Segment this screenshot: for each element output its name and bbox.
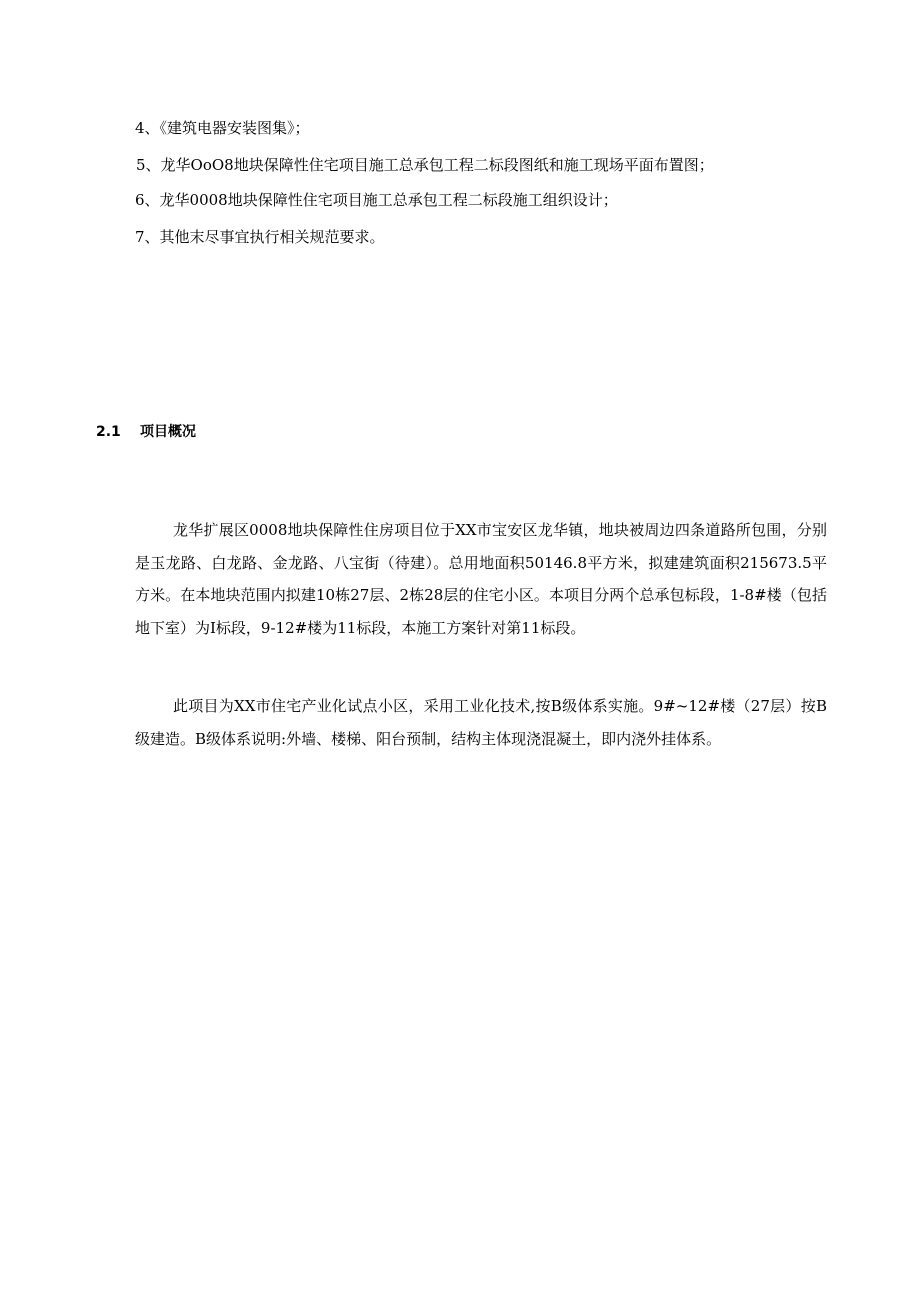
reference-item-4: 4、《建筑电器安装图集》； [135,119,310,137]
industrialization-paragraph: 此项目为XX市住宅产业化试点小区，采用工业化技术,按B级体系实施。9#~12#楼（27层）按B级建造。B级体系说明:外墙、楼梯、阳台预制，结构主体现浇混凝土，即内浇外挂体系。 [135,697,827,748]
reference-item-6: 6、龙华0008地块保障性住宅项目施工总承包工程二标段施工组织设计； [135,191,618,209]
section-number: 2.1 [96,424,121,440]
reference-item-5: 5、龙华OoO8地块保障性住宅项目施工总承包工程二标段图纸和施工现场平面布置图； [136,156,714,174]
section-heading [96,422,196,442]
section-title: 项目概况 [140,424,196,440]
reference-item-7: 7、其他末尽事宜执行相关规范要求。 [135,228,385,246]
project-overview-paragraph: 龙华扩展区0008地块保障性住房项目位于XX市宝安区龙华镇，地块被周边四条道路所包围，分别是玉龙路、白龙路、金龙路、八宝街（待建）。总用地面积50146.8平方米，拟建建筑面积215673.5平方米。在本地块范围内拟建10栋27层、2栋28层的住宅小区。本项目分两个总承包标段，1-8#楼（包括地下室）为I标段，9-12#楼为11标段，本施工方案针对第11标段。 [135,521,827,637]
